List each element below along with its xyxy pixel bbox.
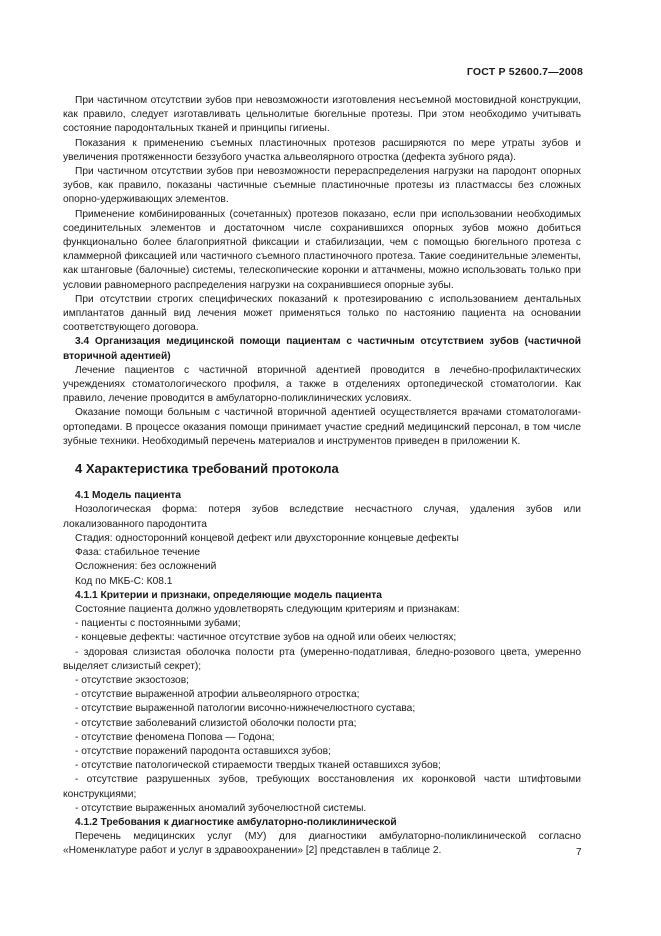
section-4-title: 4 Характеристика требований протокола: [75, 461, 339, 477]
section-3-4-heading: 3.4 Организация медицинской помощи пациентам с частичным отсутствием зубов (частичной вторичной адентией): [63, 336, 581, 362]
criteria-item: - отсутствие экзостозов;: [75, 674, 189, 686]
paragraph: Перечень медицинских услуг (МУ) для диагностики амбулаторно-поликлинической согласно «Номенклатуре работ и услуг в здравоохранении» [2] представлен в таблице 2.: [63, 831, 581, 857]
patient-model-line: Стадия: односторонний концевой дефект или двухсторонние концевые дефекты: [75, 532, 459, 544]
patient-model-line: Нозологическая форма: потеря зубов вследствие несчастного случая, удаления зубов или локализованного пародонтита: [63, 504, 581, 530]
section-4-1-1-heading: 4.1.1 Критерии и признаки, определяющие модель пациента: [75, 589, 382, 601]
paragraph: При частичном отсутствии зубов при невозможности перераспределения нагрузки на пародонт опорных зубов, как правило, показаны частичные съемные пластиночные протезы из пластмассы без сложных опорно-удерживающих элементов.: [63, 166, 581, 206]
criteria-item: - отсутствие выраженных аномалий зубочелюстной системы.: [75, 802, 367, 814]
criteria-item: - пациенты с постоянными зубами;: [75, 618, 241, 630]
criteria-item: - здоровая слизистая оболочка полости рта (умеренно-податливая, бледно-розового цвета, умеренно выделяет слизистый секрет);: [63, 646, 581, 672]
criteria-item: - отсутствие поражений пародонта оставшихся зубов;: [75, 745, 331, 757]
criteria-item: - отсутствие заболеваний слизистой оболочки полости рта;: [75, 717, 357, 729]
paragraph: При отсутствии строгих специфических показаний к протезированию с использованием дентальных имплантатов данный вид лечения может применяться только по настоянию пациента на основании соответствующего договора.: [63, 293, 581, 334]
section-4-1-heading: 4.1 Модель пациента: [75, 490, 182, 502]
section-4-1-2-heading: 4.1.2 Требования к диагностике амбулаторно-поликлинической: [75, 816, 397, 828]
patient-model-line: Код по МКБ-С: К08.1: [75, 575, 173, 587]
criteria-item: - отсутствие патологической стираемости твердых тканей оставшихся зубов;: [75, 760, 441, 772]
criteria-intro: Состояние пациента должно удовлетворять следующим критериям и признакам:: [75, 603, 460, 615]
criteria-item: - отсутствие разрушенных зубов, требующих восстановления их коронковой части штифтовыми конструкциями;: [63, 774, 581, 800]
criteria-item: - отсутствие выраженной патологии височно-нижнечелюстного сустава;: [75, 703, 416, 715]
patient-model-line: Осложнения: без осложнений: [75, 561, 217, 573]
paragraph: Лечение пациентов с частичной вторичной адентией проводится в лечебно-профилактических учреждениях стоматологического профиля, а также в отделениях ортопедической стоматологии. Как правило, лечение проводится в амбулаторно-поликлинических условиях.: [63, 364, 581, 405]
paragraph: Применение комбинированных (сочетанных) протезов показано, если при использовании необходимых соединительных элементов и достаточном числе сохранившихся опорных зубов можно добиться функционально более благоприятной фиксации и стабилизации, чем с помощью бюгельного протеза с кламмерной фиксацией или частичного съемного пластиночного протеза. Такие соединительные элементы, как штанговые (балочные) системы, телескопические коронки и аттачмены, можно использовать только при условии равномерного распределения нагрузки на сохранившиеся опорные зубы.: [63, 208, 581, 291]
criteria-item: - отсутствие феномена Попова — Годона;: [75, 731, 275, 743]
paragraph: Показания к применению съемных пластиночных протезов расширяются по мере утраты зубов и увеличения протяженности беззубого участка альвеолярного отростка (дефекта зубного ряда).: [63, 137, 581, 163]
criteria-item: - концевые дефекты: частичное отсутствие зубов на одной или обеих челюстях;: [75, 632, 457, 644]
document-body: [63, 94, 581, 859]
paragraph: Оказание помощи больным с частичной вторичной адентией осуществляется врачами стоматологами-ортопедами. В процессе оказания помощи принимает участие средний медицинский персонал, в том числе зубные техники. Необходимый перечень материалов и инструментов приведен в приложении К.: [63, 407, 581, 447]
standard-code-header: ГОСТ Р 52600.7—2008: [466, 66, 583, 78]
patient-model-line: Фаза: стабильное течение: [75, 547, 201, 559]
page-number: 7: [576, 847, 582, 858]
criteria-item: - отсутствие выраженной атрофии альвеолярного отростка;: [75, 689, 360, 701]
paragraph: При частичном отсутствии зубов при невозможности изготовления несъемной мостовидной конструкции, как правило, следует изготавливать цельнолитые бюгельные протезы. При этом необходимо учитывать состояние пародонтальных тканей и принципы гигиены.: [63, 95, 581, 135]
